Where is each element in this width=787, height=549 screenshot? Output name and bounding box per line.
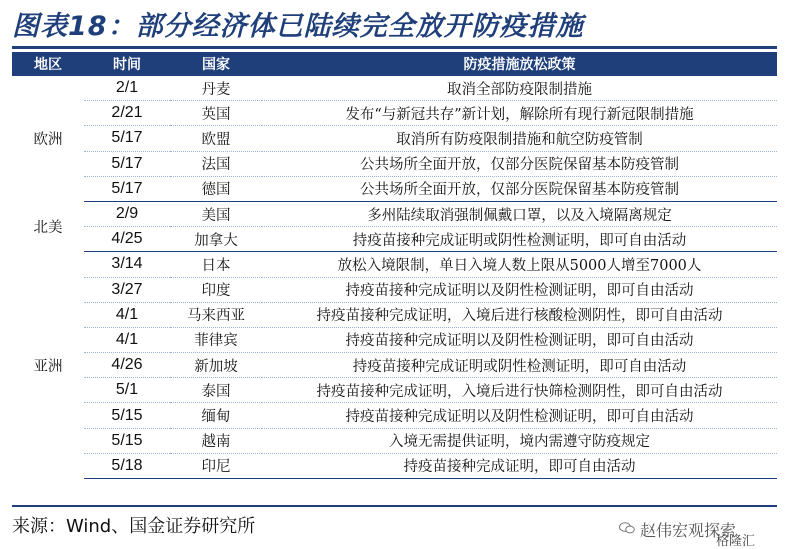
header-region: 地区 [12,52,84,76]
header-time: 时间 [84,52,170,76]
country-cell: 法国 [170,151,262,176]
time-cell: 5/17 [84,176,170,201]
policy-cell: 持疫苗接种完成证明或阴性检测证明，即可自由活动 [262,353,777,378]
policy-cell: 持疫苗接种完成证明，入境后进行快筛检测阴性，即可自由活动 [262,378,777,403]
country-cell: 丹麦 [170,76,262,101]
country-cell: 加拿大 [170,227,262,252]
header-policy: 防疫措施放松政策 [262,52,777,76]
time-cell: 4/1 [84,302,170,327]
region-cell: 北美 [33,220,63,237]
policy-cell: 持疫苗接种完成证明以及阴性检测证明，即可自由活动 [262,403,777,428]
table-row [12,302,777,327]
country-cell: 英国 [170,101,262,126]
country-cell: 印尼 [170,453,262,478]
time-cell: 4/25 [84,227,170,252]
policy-cell: 放松入境限制，单日入境人数上限从5000人增至7000人 [262,252,777,277]
policy-cell: 持疫苗接种完成证明，即可自由活动 [262,453,777,478]
country-cell: 越南 [170,428,262,453]
table-row [12,378,777,403]
table-row [12,201,777,226]
table-row [12,277,777,302]
country-cell: 泰国 [170,378,262,403]
time-cell: 3/14 [84,252,170,277]
policy-cell: 公共场所全面开放，仅部分医院保留基本防疫管制 [262,176,777,201]
table-row [12,428,777,453]
time-cell: 2/21 [84,101,170,126]
table-row [12,101,777,126]
country-cell: 马来西亚 [170,302,262,327]
policy-cell: 多州陆续取消强制佩戴口罩，以及入境隔离规定 [262,201,777,226]
policy-table [12,52,777,479]
time-cell: 4/1 [84,327,170,352]
policy-cell: 持疫苗接种完成证明或阴性检测证明，即可自由活动 [262,227,777,252]
time-cell: 3/27 [84,277,170,302]
table-row [12,176,777,201]
time-cell: 5/17 [84,126,170,151]
policy-cell: 取消所有防疫限制措施和航空防疫管制 [262,126,777,151]
time-cell: 4/26 [84,353,170,378]
policy-cell: 持疫苗接种完成证明以及阴性检测证明，即可自由活动 [262,327,777,352]
table-row [12,126,777,151]
country-cell: 印度 [170,277,262,302]
country-cell: 新加坡 [170,353,262,378]
table-row [12,227,777,252]
country-cell: 欧盟 [170,126,262,151]
table-row [12,327,777,352]
time-cell: 5/1 [84,378,170,403]
wechat-icon [619,522,635,534]
title-divider [12,46,777,49]
policy-cell: 持疫苗接种完成证明以及阴性检测证明，即可自由活动 [262,277,777,302]
watermark-account: 赵伟宏观探索 [640,521,737,540]
policy-cell: 入境无需提供证明，境内需遵守防疫规定 [262,428,777,453]
time-cell: 5/15 [84,403,170,428]
policy-cell: 发布“与新冠共存”新计划，解除所有现行新冠限制措施 [262,101,777,126]
source-note: 来源：Wind、国金证券研究所 [12,516,256,537]
page-title: 图表18：部分经济体已陆续完全放开防疫措施 [12,11,584,42]
time-cell: 5/18 [84,453,170,478]
time-cell: 5/17 [84,151,170,176]
table-row [12,353,777,378]
country-cell: 日本 [170,252,262,277]
watermark-logo: 格隆汇 [716,534,756,549]
table-body [12,76,777,479]
footer-divider [12,505,777,507]
table-row [12,76,777,101]
country-cell: 美国 [170,201,262,226]
table-row [12,453,777,478]
region-cell: 亚洲 [33,358,63,375]
time-cell: 2/1 [84,76,170,101]
time-cell: 5/15 [84,428,170,453]
table-row [12,151,777,176]
country-cell: 德国 [170,176,262,201]
region-cell: 欧洲 [33,132,63,149]
table-header-row [12,52,777,76]
policy-cell: 持疫苗接种完成证明，入境后进行核酸检测阴性，即可自由活动 [262,302,777,327]
policy-cell: 公共场所全面开放，仅部分医院保留基本防疫管制 [262,151,777,176]
table-row [12,252,777,277]
country-cell: 菲律宾 [170,327,262,352]
time-cell: 2/9 [84,201,170,226]
header-country: 国家 [170,52,262,76]
policy-cell: 取消全部防疫限制措施 [262,76,777,101]
country-cell: 缅甸 [170,403,262,428]
table-row [12,403,777,428]
